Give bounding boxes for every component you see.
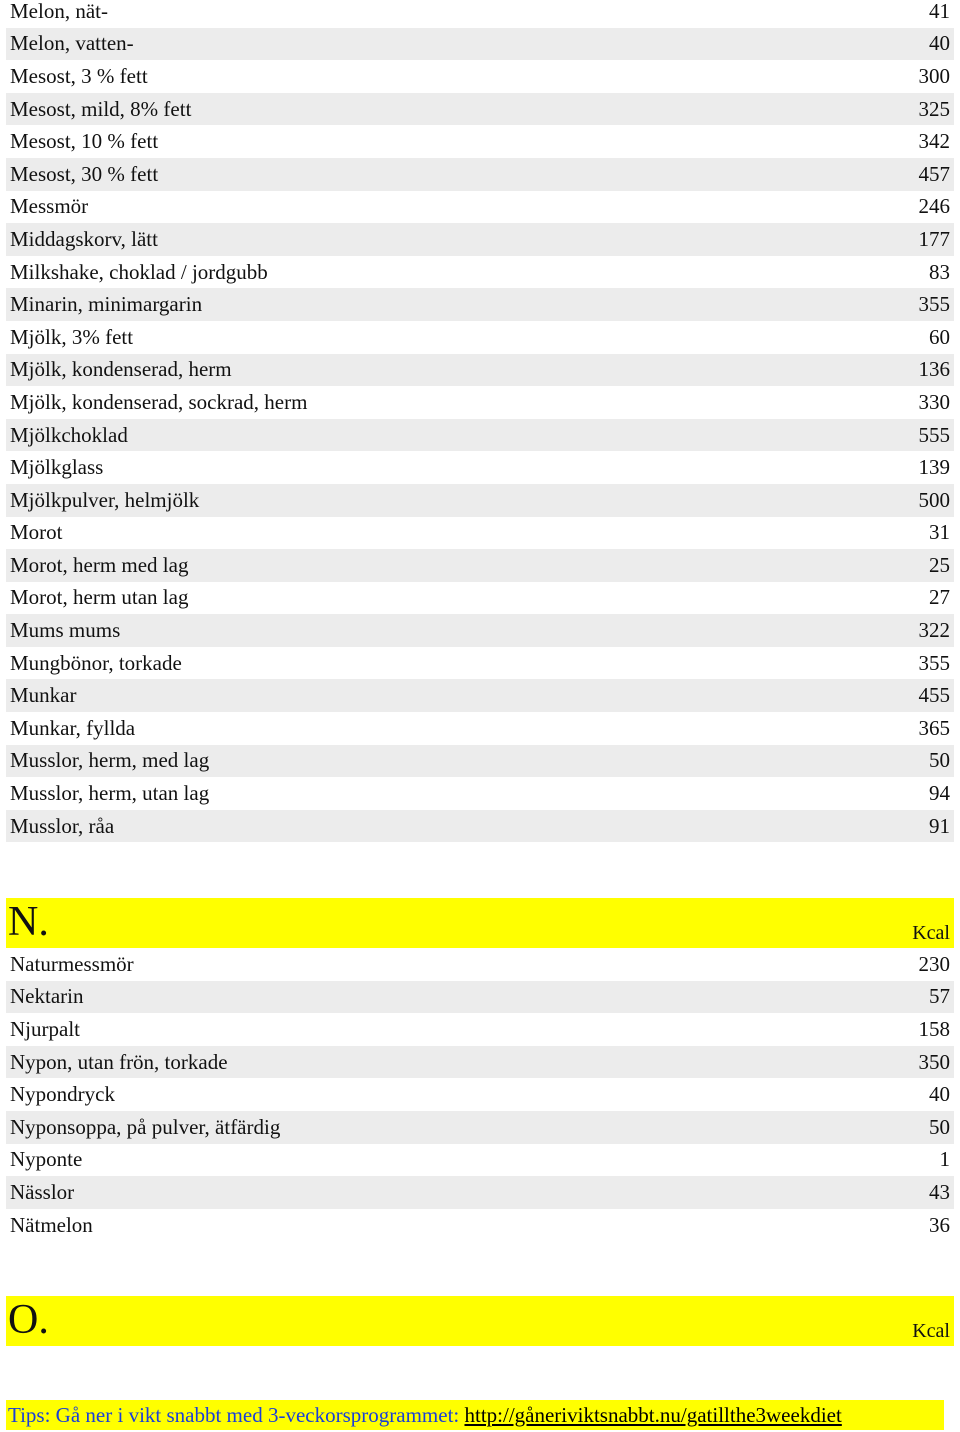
food-table-m [6, 0, 954, 842]
kcal-value: 322 [918, 618, 950, 643]
food-name: Messmör [10, 194, 89, 219]
food-name: Mjölkglass [10, 455, 104, 480]
kcal-value: 325 [918, 96, 950, 121]
food-row [6, 1111, 954, 1144]
food-row [6, 948, 954, 981]
food-name: Musslor, råa [10, 813, 115, 838]
food-row [6, 288, 954, 321]
food-row [6, 679, 954, 712]
section-letter-o: O. [8, 1297, 49, 1343]
food-name: Mjölkpulver, helmjölk [10, 487, 200, 512]
kcal-value: 40 [929, 31, 950, 56]
food-row [6, 582, 954, 615]
food-row [6, 981, 954, 1014]
kcal-value: 177 [918, 226, 950, 251]
food-row [6, 712, 954, 745]
kcal-value: 365 [918, 715, 950, 740]
food-row [6, 321, 954, 354]
kcal-value: 50 [929, 1114, 950, 1139]
kcal-value: 31 [929, 520, 950, 545]
kcal-value: 342 [918, 129, 950, 154]
food-row [6, 451, 954, 484]
food-name: Nypondryck [10, 1082, 115, 1107]
kcal-value: 555 [918, 422, 950, 447]
food-name: Milkshake, choklad / jordgubb [10, 259, 268, 284]
tips-link[interactable]: http://gåneriviktsnabbt.nu/gatillthe3weekdiet [464, 1403, 842, 1427]
food-name: Naturmessmör [10, 951, 134, 976]
food-name: Morot [10, 520, 63, 545]
kcal-value: 41 [929, 0, 950, 23]
food-name: Nyponte [10, 1147, 83, 1172]
kcal-value: 330 [918, 389, 950, 414]
kcal-value: 350 [918, 1049, 950, 1074]
kcal-value: 57 [929, 984, 950, 1009]
food-row [6, 0, 954, 28]
food-name: Melon, nät- [10, 0, 108, 23]
food-row [6, 1209, 954, 1242]
food-name: Nektarin [10, 984, 84, 1009]
food-row [6, 484, 954, 517]
food-name: Mesost, 3 % fett [10, 63, 148, 88]
section-header-o [6, 1296, 954, 1346]
food-row [6, 1013, 954, 1046]
kcal-value: 136 [918, 357, 950, 382]
food-name: Mesost, 30 % fett [10, 161, 159, 186]
food-name: Nypon, utan frön, torkade [10, 1049, 228, 1074]
food-row [6, 549, 954, 582]
food-name: Minarin, minimargarin [10, 292, 203, 317]
food-name: Middagskorv, lätt [10, 226, 158, 251]
food-row [6, 777, 954, 810]
food-row [6, 1144, 954, 1177]
food-name: Njurpalt [10, 1016, 80, 1041]
kcal-value: 25 [929, 552, 950, 577]
food-row [6, 647, 954, 680]
kcal-value: 94 [929, 781, 950, 806]
kcal-value: 40 [929, 1082, 950, 1107]
food-row [6, 191, 954, 224]
kcal-value: 139 [918, 455, 950, 480]
food-name: Melon, vatten- [10, 31, 134, 56]
food-row [6, 223, 954, 256]
food-name: Mjölk, kondenserad, sockrad, herm [10, 389, 308, 414]
tips-banner [6, 1400, 944, 1430]
food-name: Mesost, mild, 8% fett [10, 96, 192, 121]
kcal-value: 1 [939, 1147, 950, 1172]
food-row [6, 60, 954, 93]
kcal-value: 230 [918, 951, 950, 976]
food-name: Mungbönor, torkade [10, 650, 182, 675]
food-row [6, 1176, 954, 1209]
kcal-value: 355 [918, 650, 950, 675]
kcal-value: 36 [929, 1212, 950, 1237]
tips-text: Tips: Gå ner i vikt snabbt med 3-veckorsprogrammet: [8, 1403, 465, 1427]
kcal-value: 246 [918, 194, 950, 219]
food-name: Morot, herm med lag [10, 552, 189, 577]
food-row [6, 614, 954, 647]
food-row [6, 1078, 954, 1111]
food-name: Musslor, herm, utan lag [10, 781, 210, 806]
food-row [6, 354, 954, 387]
food-row [6, 517, 954, 550]
section-letter-n: N. [8, 899, 49, 945]
food-row [6, 810, 954, 843]
kcal-value: 60 [929, 324, 950, 349]
section-header-n [6, 898, 954, 948]
food-name: Nätmelon [10, 1212, 93, 1237]
food-row [6, 28, 954, 61]
food-name: Nyponsoppa, på pulver, ätfärdig [10, 1114, 281, 1139]
food-row [6, 1046, 954, 1079]
food-name: Morot, herm utan lag [10, 585, 189, 610]
food-row [6, 386, 954, 419]
kcal-value: 355 [918, 292, 950, 317]
food-name: Nässlor [10, 1179, 75, 1204]
food-table-n [6, 948, 954, 1241]
food-row [6, 745, 954, 778]
kcal-value: 43 [929, 1179, 950, 1204]
food-name: Munkar [10, 683, 77, 708]
kcal-value: 455 [918, 683, 950, 708]
food-row [6, 158, 954, 191]
food-name: Mjölkchoklad [10, 422, 128, 447]
kcal-value: 91 [929, 813, 950, 838]
kcal-column-label: Kcal [912, 1320, 950, 1342]
kcal-value: 300 [918, 63, 950, 88]
food-name: Mjölk, 3% fett [10, 324, 134, 349]
kcal-value: 27 [929, 585, 950, 610]
food-name: Mesost, 10 % fett [10, 129, 159, 154]
food-row [6, 125, 954, 158]
food-row [6, 93, 954, 126]
food-name: Musslor, herm, med lag [10, 748, 210, 773]
food-name: Mjölk, kondenserad, herm [10, 357, 232, 382]
kcal-value: 83 [929, 259, 950, 284]
food-row [6, 419, 954, 452]
kcal-value: 50 [929, 748, 950, 773]
food-row [6, 256, 954, 289]
food-name: Munkar, fyllda [10, 715, 136, 740]
kcal-value: 500 [918, 487, 950, 512]
food-name: Mums mums [10, 618, 121, 643]
kcal-value: 457 [918, 161, 950, 186]
kcal-column-label: Kcal [912, 922, 950, 944]
kcal-value: 158 [918, 1016, 950, 1041]
